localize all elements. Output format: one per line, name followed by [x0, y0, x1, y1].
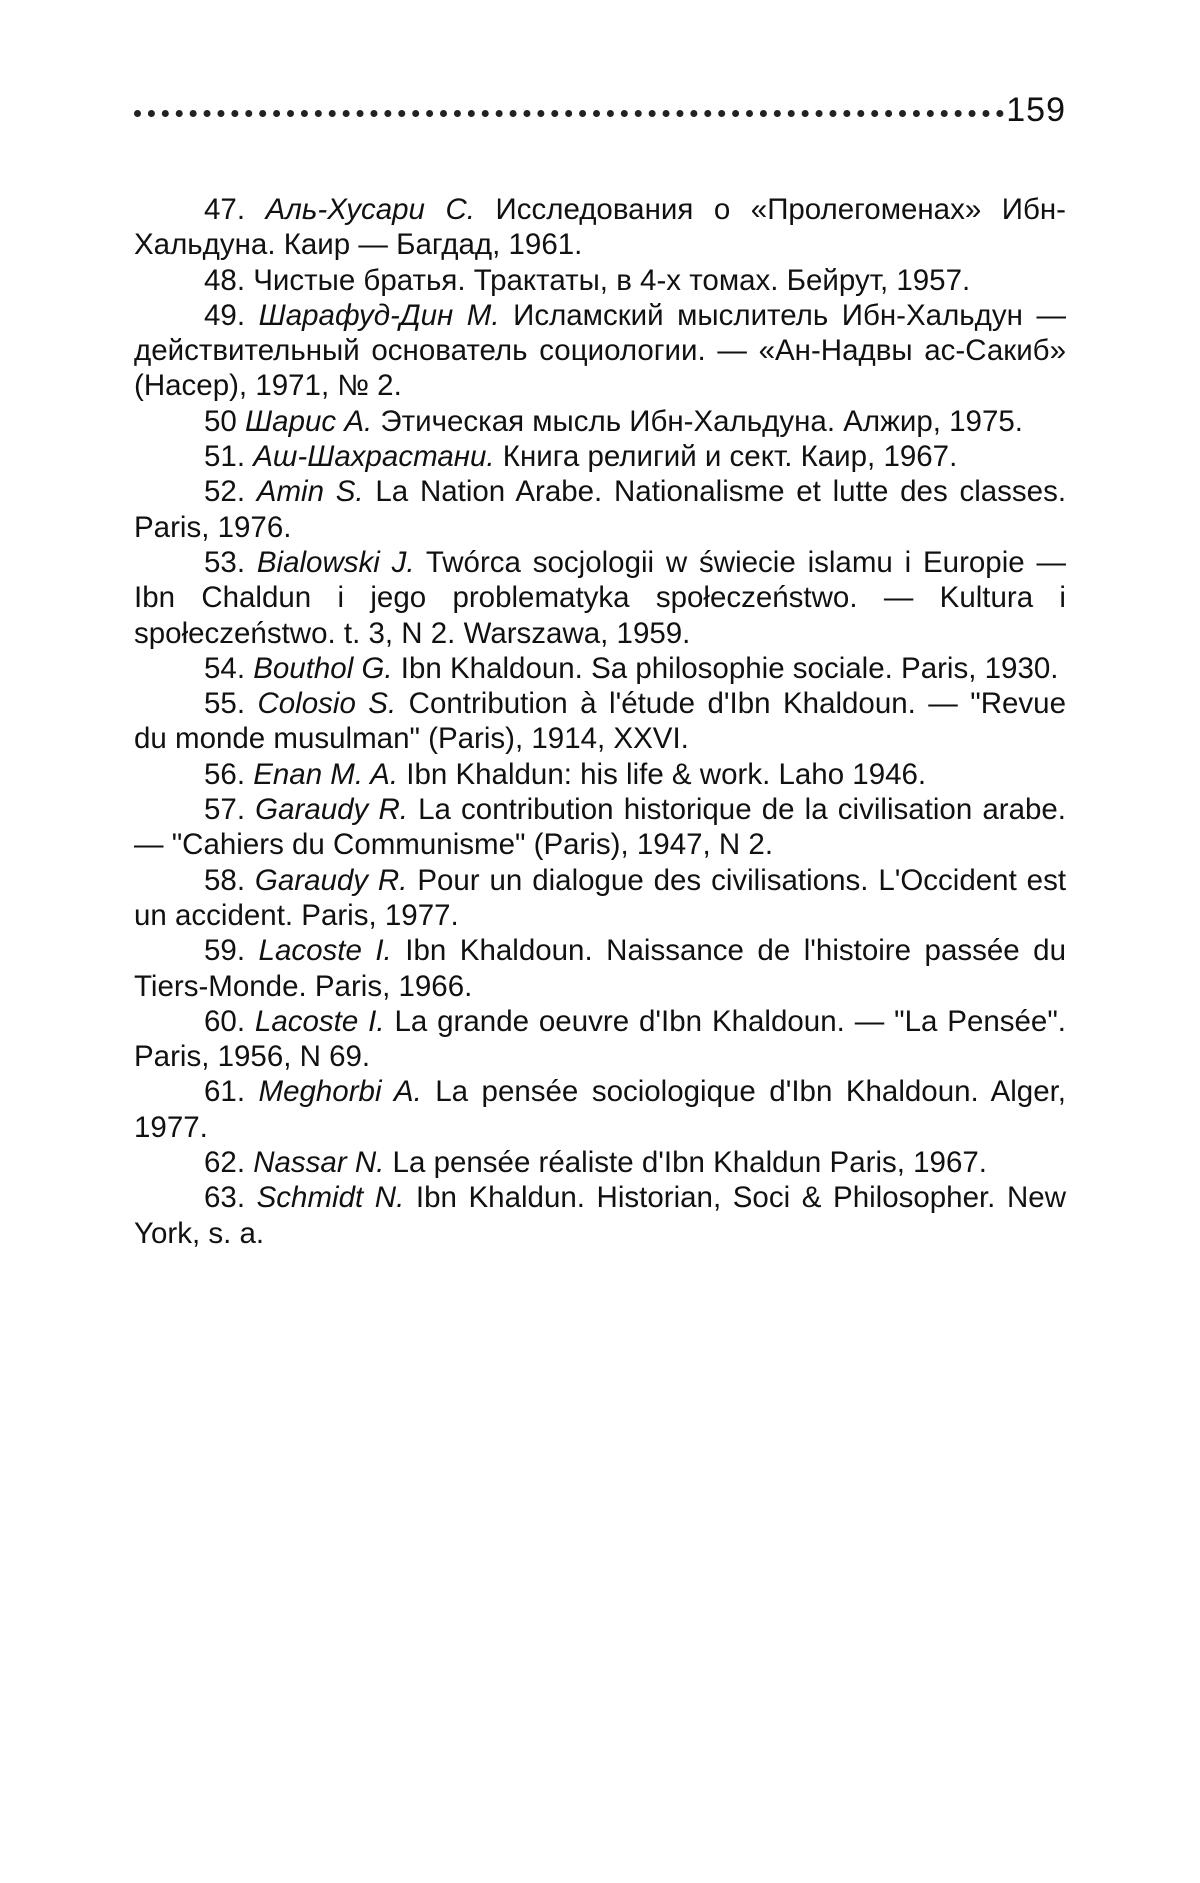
reference-number: 60. — [204, 1004, 246, 1038]
reference-text: Этическая мысль Ибн-Хальдуна. Алжир, 1975. — [372, 404, 1023, 438]
reference-author: Colosio S. — [257, 687, 397, 721]
reference-text: Twórca socjologii w świecie islamu i Europie — Ibn Chaldun i jego problematyka społeczeństwo. — Kultura i społeczeństwo. t. 3, N 2. Warszawa, 1959. — [134, 545, 1066, 650]
reference-text: Исламский мыслитель Ибн-Хальдун — действительный основатель социологии. — «Ан-Надвы ас-Сакиб» (Насер), 1971, № 2. — [134, 298, 1066, 403]
reference-item — [134, 1180, 1066, 1251]
reference-text: Исследования о «Пролегоменах» Ибн-Хальдуна. Каир — Багдад, 1961. — [134, 193, 1066, 262]
reference-text: La contribution historique de la civilisation arabe. — "Cahiers du Communisme" (Paris), 1947, N 2. — [134, 793, 1067, 862]
book-page — [134, 80, 1066, 1251]
reference-text: Ibn Khaldoun. Naissance de l'histoire passée du Tiers-Monde. Paris, 1966. — [134, 934, 1066, 1003]
reference-author: Nassar N. — [253, 1146, 385, 1180]
reference-item — [134, 1145, 1066, 1180]
reference-number: 47. — [204, 193, 246, 226]
reference-number: 49. — [204, 298, 246, 332]
reference-text: Книга религий и сект. Каир, 1967. — [494, 440, 958, 474]
reference-author: Шарис А. — [245, 404, 373, 438]
reference-text: La Nation Arabe. Nationalisme et lutte des classes. Paris, 1976. — [134, 475, 1067, 544]
reference-item — [134, 404, 1066, 439]
reference-item — [134, 439, 1066, 474]
reference-text: La grande oeuvre d'Ibn Khaldoun. — "La Pensée". Paris, 1956, N 69. — [134, 1004, 1067, 1074]
reference-text: Ibn Khaldun. Historian, Soci & Philosopher. New York, s. a. — [134, 1181, 1066, 1250]
page-header — [134, 80, 1066, 140]
reference-number: 57. — [204, 793, 246, 827]
reference-item — [134, 192, 1066, 263]
reference-number: 61. — [204, 1075, 246, 1109]
reference-author: Garaudy R. — [254, 863, 408, 897]
reference-number: 50 — [204, 404, 237, 438]
reference-number: 54. — [204, 651, 246, 685]
reference-item — [134, 651, 1066, 686]
reference-item — [134, 474, 1066, 545]
reference-number: 56. — [204, 757, 246, 791]
reference-item — [134, 298, 1066, 404]
reference-author: Amin S. — [256, 475, 364, 509]
reference-author: Garaudy R. — [255, 793, 408, 827]
reference-author: Аль-Хусари С. — [265, 193, 475, 226]
reference-text: La pensée sociologique d'Ibn Khaldoun. Alger, 1977. — [134, 1075, 1066, 1144]
reference-number: 53. — [204, 545, 246, 579]
reference-item — [134, 1074, 1066, 1145]
reference-author: Шарафуд-Дин М. — [258, 298, 500, 332]
reference-number: 55. — [204, 687, 246, 721]
reference-author: Bouthol G. — [253, 651, 393, 685]
reference-item — [134, 863, 1066, 934]
reference-text: Ibn Khaldun: his life & work. Laho 1946. — [398, 757, 927, 791]
reference-number: 58. — [204, 863, 246, 897]
reference-list — [134, 192, 1066, 1251]
reference-text: Чистые братья. Трактаты, в 4-х томах. Бейрут, 1957. — [253, 263, 971, 297]
reference-text: Pour un dialogue des civilisations. L'Occident est un accident. Paris, 1977. — [134, 863, 1067, 932]
reference-item — [134, 1004, 1066, 1075]
reference-text: Ibn Khaldoun. Sa philosophie sociale. Paris, 1930. — [392, 651, 1059, 685]
reference-item — [134, 545, 1066, 651]
reference-text: La pensée réaliste d'Ibn Khaldun Paris, 1967. — [384, 1146, 987, 1180]
reference-item — [134, 933, 1066, 1004]
page-number: 159 — [1006, 91, 1066, 129]
reference-item — [134, 792, 1066, 863]
reference-item — [134, 757, 1066, 792]
reference-number: 63. — [204, 1181, 246, 1215]
reference-item — [134, 263, 1066, 298]
reference-text: Contribution à l'étude d'Ibn Khaldoun. — "Revue du monde musulman" (Paris), 1914, XXVI. — [134, 687, 1066, 756]
reference-author: Meghorbi A. — [258, 1075, 422, 1109]
reference-author: Bialowski J. — [256, 545, 415, 579]
reference-author: Lacoste I. — [258, 934, 392, 968]
reference-author: Enan M. A. — [253, 757, 399, 791]
reference-author: Schmidt N. — [256, 1181, 405, 1215]
reference-author: Аш-Шахрастани. — [253, 440, 495, 474]
reference-item — [134, 686, 1066, 757]
reference-number: 59. — [204, 934, 246, 968]
reference-author: Lacoste I. — [254, 1004, 385, 1038]
reference-number: 52. — [204, 475, 246, 509]
header-ornament-rule — [134, 110, 1004, 117]
reference-number: 48. — [204, 263, 246, 297]
reference-number: 62. — [204, 1146, 246, 1180]
reference-number: 51. — [204, 440, 246, 474]
